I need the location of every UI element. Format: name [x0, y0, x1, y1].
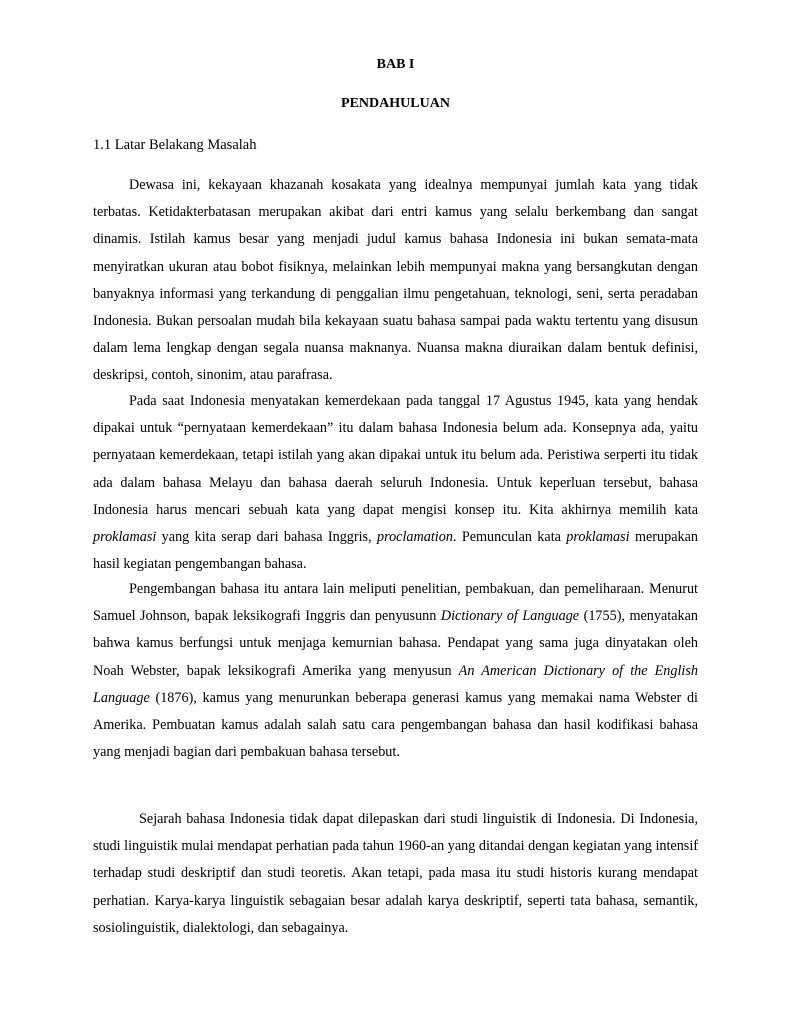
- italic-term-proklamasi: proklamasi: [93, 529, 157, 546]
- italic-term-proklamasi-2: proklamasi: [566, 529, 630, 546]
- italic-term-proclamation: proclamation: [376, 529, 453, 546]
- paragraph-2-text-c: yang kita serap dari bahasa Inggris,: [156, 529, 377, 546]
- paragraph-1: Dewasa ini, kekayaan khazanah kosakata yang idealnya mempunyai jumlah kata yang tidak terbatas. Ketidakterbatasan merupakan akibat dari entri kamus yang selalu berkembang dan sangat dinamis. Istilah kamus besar yang menjadi judul kamus bahasa Indonesia ini bukan semata-mata menyiratkan ukuran atau bobot fisiknya, melainkan lebih mempunyai makna yang bersangkutan dengan banyaknya informasi yang terkandung di penggalian ilmu pengetahuan, teknologi, seni, serta peradaban Indonesia. Bukan persoalan mudah bila kekayaan suatu bahasa sampai pada waktu tertentu yang disusun dalam lema lengkap dengan segala nuansa maknanya. Nuansa makna diuraikan dalam bentuk definisi, deskripsi, contoh, sinonim, atau parafrasa.: [93, 177, 698, 384]
- paragraph-3-text-e: (1876), kamus yang menurunkan beberapa generasi kamus yang memakai nama Webster di Amerika. Pembuatan kamus adalah salah satu cara pengembangan bahasa dan hasil kodifikasi bahasa yang menjadi bagian dari pembakuan bahasa tersebut.: [93, 689, 698, 761]
- paragraph-4: Sejarah bahasa Indonesia tidak dapat dilepaskan dari studi linguistik di Indonesia. Di Indonesia, studi linguistik mulai mendapat perhatian pada tahun 1960-an yang ditandai dengan kegiatan yang intensif terhadap studi deskriptif dan studi teoretis. Akan tetapi, pada masa itu studi historis kurang mendapat perhatian. Karya-karya linguistik sebagaian besar adalah karya deskriptif, seperti tata bahasa, semantik, sosiolinguistik, dialektologi, dan sebagainya.: [93, 811, 698, 936]
- chapter-title: PENDAHULUAN: [341, 96, 450, 111]
- italic-title-american-dictionary: An American Dictionary of the English Language: [93, 662, 698, 706]
- paragraph-2-text-a: Pada saat Indonesia menyatakan kemerdekaan pada tanggal 17 Agustus 1945, kata yang hendak dipakai untuk “pernyataan kemerdekaan” itu dalam bahasa Indonesia belum ada. Konsepnya ada, yaitu pernyataan kemerdekaan, tetapi istilah yang akan dipakai untuk itu belum ada. Peristiwa serperti itu tidak ada dalam bahasa Melayu dan bahasa daerah seluruh Indonesia. Untuk keperluan tersebut, bahasa Indonesia harus mencari sebuah kata yang dapat mengisi konsep itu. Kita akhirnya memilih kata: [93, 393, 698, 518]
- chapter-number: BAB I: [376, 57, 415, 72]
- paragraph-2-text-e: . Pemunculan kata: [452, 529, 567, 546]
- paragraph-2-text-g: merupakan hasil kegiatan pengembangan bahasa.: [93, 529, 699, 573]
- italic-title-dictionary-of-language: Dictionary of Language: [440, 608, 580, 625]
- paragraph-3-text-a: Pengembangan bahasa itu antara lain meliputi penelitian, pembakuan, dan pemeliharaan. Menurut Samuel Johnson, bapak leksikografi Inggris dan penyusunn: [93, 581, 698, 625]
- paragraph-3-text-c: (1755), menyatakan bahwa kamus berfungsi untuk menjaga kemurnian bahasa. Pendapat yang sama juga dinyatakan oleh Noah Webster, bapak leksikografi Amerika yang menyusun: [93, 608, 699, 679]
- paragraph-3: [93, 576, 698, 766]
- paragraph-2: [93, 388, 698, 578]
- section-heading: 1.1 Latar Belakang Masalah: [93, 137, 257, 153]
